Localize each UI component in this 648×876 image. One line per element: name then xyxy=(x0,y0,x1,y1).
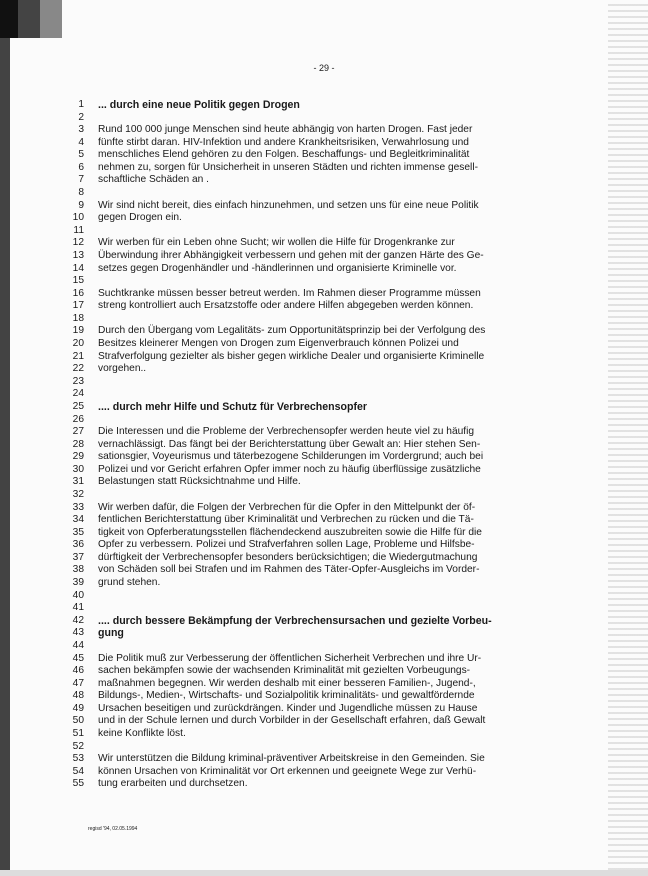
line-number: 1 xyxy=(78,99,84,110)
line-text: vernachlässigt. Das fängt bei der Berichterstattung über Gewalt an: Hier stehen Sen- xyxy=(98,438,481,450)
line-number: 4 xyxy=(78,136,84,148)
line-text: können Ursachen von Kriminalität vor Ort erkennen und geeignete Wege zur Verhü- xyxy=(98,765,477,777)
scan-edge-bottom xyxy=(0,870,648,876)
line-number: 35 xyxy=(72,526,84,538)
line-text: Wir werben dafür, die Folgen der Verbrechen für die Opfer in den Mittelpunkt der öf- xyxy=(98,501,476,513)
line-text: sationsgier, Voyeurismus und täterbezogene Schilderungen im Vordergrund; auch bei xyxy=(98,451,484,463)
line-number: 38 xyxy=(72,564,84,576)
line-number: 26 xyxy=(72,413,84,425)
line-text: grund stehen. xyxy=(98,577,161,589)
line-number: 3 xyxy=(78,124,84,136)
line-text: Wir unterstützen die Bildung kriminal-präventiver Arbeitskreise in den Gemeinden. Sie xyxy=(98,753,485,765)
line-number: 15 xyxy=(72,275,84,287)
line-number: 54 xyxy=(72,765,84,777)
line-number: 29 xyxy=(72,451,84,463)
line-number: 31 xyxy=(72,476,84,488)
line-text: Ursachen beseitigen und zurückdrängen. Kinder und Jugendliche müssen zu Hause xyxy=(98,702,478,714)
line-text: und in der Schule lernen und durch Vorbilder in der Gesellschaft erfahren, daß Gewalt xyxy=(98,715,486,727)
line-number: 27 xyxy=(72,426,84,438)
line-number: 49 xyxy=(72,702,84,714)
section-heading: gung xyxy=(98,627,124,640)
line-text: Bildungs-, Medien-, Wirtschafts- und Sozialpolitik kriminalitäts- und gewaltfördernde xyxy=(98,690,475,702)
line-number: 34 xyxy=(72,514,84,526)
line-text: Rund 100 000 junge Menschen sind heute abhängig von harten Drogen. Fast jeder xyxy=(98,124,473,136)
line-number: 21 xyxy=(72,350,84,362)
line-number: 20 xyxy=(72,338,84,350)
line-number: 44 xyxy=(72,639,84,651)
line-text: Wir sind nicht bereit, dies einfach hinzunehmen, und setzen uns für eine neue Politik xyxy=(98,199,479,211)
line-number: 37 xyxy=(72,551,84,563)
scan-corner-mark xyxy=(0,0,62,38)
line-number: 40 xyxy=(72,589,84,601)
line-text: Besitzes kleinerer Mengen von Drogen zum Eigenverbrauch können Polizei und xyxy=(98,338,459,350)
line-number: 50 xyxy=(72,715,84,727)
line-number: 14 xyxy=(72,262,84,274)
section-heading: .... durch mehr Hilfe und Schutz für Verbrechensopfer xyxy=(98,400,368,413)
line-number: 6 xyxy=(78,161,84,173)
line-number: 39 xyxy=(72,577,84,589)
line-number: 28 xyxy=(72,438,84,450)
line-text: fentlichen Berichterstattung über Kriminalität und Verbrechen zu rücken und die Tä- xyxy=(98,514,474,526)
section-heading: .... durch bessere Bekämpfung der Verbrechensursachen und gezielte Vorbeu- xyxy=(98,614,492,627)
line-number: 13 xyxy=(72,249,84,261)
line-number: 23 xyxy=(72,375,84,387)
line-text: Polizei und vor Gericht erfahren Opfer immer noch zu häufig überflüssige zusätzliche xyxy=(98,463,481,475)
line-number: 5 xyxy=(78,149,84,161)
line-text: setzes gegen Drogenhändler und -händlerinnen und organisierte Kriminelle vor. xyxy=(98,262,457,274)
line-text: menschliches Elend gehören zu den Folgen. Beschaffungs- und Begleitkriminalität xyxy=(98,149,470,161)
line-number: 47 xyxy=(72,677,84,689)
line-number: 30 xyxy=(72,463,84,475)
line-text: Opfer zu verbessern. Polizei und Strafverfahren sollen Lage, Probleme und Hilfsbe- xyxy=(98,539,475,551)
line-text: tigkeit von Opferberatungsstellen flächendeckend auszubreiten sowie die Hilfe für die xyxy=(98,526,482,538)
line-text: Belastungen statt Rücksichtnahme und Hilfe. xyxy=(98,476,301,488)
line-text: vorgehen.. xyxy=(98,363,147,375)
footer-note: regisd '94, 02.05.1994 xyxy=(88,826,138,832)
line-number: 19 xyxy=(72,325,84,337)
line-text: schaftliche Schäden an . xyxy=(98,174,210,186)
scan-edge-left xyxy=(0,0,10,876)
line-number: 42 xyxy=(72,614,84,626)
line-number: 45 xyxy=(72,652,84,664)
line-number: 25 xyxy=(72,400,84,412)
line-text: streng kontrolliert auch Ersatzstoffe oder andere Hilfen abgegeben werden können. xyxy=(98,300,474,312)
line-number: 36 xyxy=(72,539,84,551)
line-number: 41 xyxy=(72,602,84,614)
line-text: keine Konflikte löst. xyxy=(98,728,186,739)
line-number: 53 xyxy=(72,753,84,765)
line-text: fünfte stirbt daran. HIV-Infektion und andere Krankheitsrisiken, Verwahrlosung und xyxy=(98,136,469,148)
line-number: 10 xyxy=(72,212,84,224)
line-text: Suchtkranke müssen besser betreut werden. Im Rahmen dieser Programme müssen xyxy=(98,287,481,299)
scan-edge-right xyxy=(608,0,648,876)
line-number: 32 xyxy=(72,488,84,500)
line-number: 11 xyxy=(73,224,84,236)
line-text: dürftigkeit der Verbrechensopfer besonders berücksichtigen; die Wiedergutmachung xyxy=(98,551,478,563)
line-text: von Schäden soll bei Strafen und im Rahmen des Täter-Opfer-Ausgleichs im Vorder- xyxy=(98,564,480,576)
line-number: 18 xyxy=(72,312,84,324)
line-number: 7 xyxy=(78,174,84,186)
line-text: sachen bekämpfen sowie der wachsenden Kriminalität mit gezielten Vorbeugungs- xyxy=(98,665,471,677)
line-number: 55 xyxy=(72,778,84,790)
line-number: 8 xyxy=(78,187,84,199)
line-text: Die Interessen und die Probleme der Verbrechensopfer werden heute viel zu häufig xyxy=(98,426,475,438)
line-text: Durch den Übergang vom Legalitäts- zum Opportunitätsprinzip bei der Verfolgung des xyxy=(98,325,486,337)
line-number: 9 xyxy=(78,199,84,211)
line-text: nehmen zu, sorgen für Unsicherheit in unseren Städten und richten immense gesell- xyxy=(98,161,478,173)
line-text: tung erarbeiten und durchsetzen. xyxy=(98,778,248,790)
line-number: 33 xyxy=(72,501,84,513)
line-text: Wir werben für ein Leben ohne Sucht; wir wollen die Hilfe für Drogenkranke zur xyxy=(98,237,455,249)
line-text: Strafverfolgung gezielter als bisher gegen wirkliche Dealer und organisierte Kriminelle xyxy=(98,350,485,362)
line-text: gegen Drogen ein. xyxy=(98,212,182,224)
line-number: 2 xyxy=(78,111,84,123)
line-number: 16 xyxy=(72,287,84,299)
line-number: 17 xyxy=(72,300,84,312)
line-number: 43 xyxy=(72,627,84,639)
line-text: Überwindung ihrer Abhängigkeit verbessern und gehen mit der ganzen Härte des Ge- xyxy=(98,249,484,261)
section-heading: ... durch eine neue Politik gegen Drogen xyxy=(98,99,300,111)
line-text: Die Politik muß zur Verbesserung der öffentlichen Sicherheit Verbrechen und ihre Ur- xyxy=(98,652,482,664)
line-number: 51 xyxy=(72,728,84,739)
page-number: - 29 - xyxy=(313,63,335,73)
line-number: 48 xyxy=(72,690,84,702)
line-number: 24 xyxy=(72,388,84,400)
line-text: maßnahmen begegnen. Wir werden deshalb mit einer besseren Familien-, Jugend-, xyxy=(98,677,476,689)
line-number: 22 xyxy=(72,363,84,375)
line-number: 46 xyxy=(72,665,84,677)
line-number: 52 xyxy=(72,740,84,752)
line-number: 12 xyxy=(72,237,84,249)
